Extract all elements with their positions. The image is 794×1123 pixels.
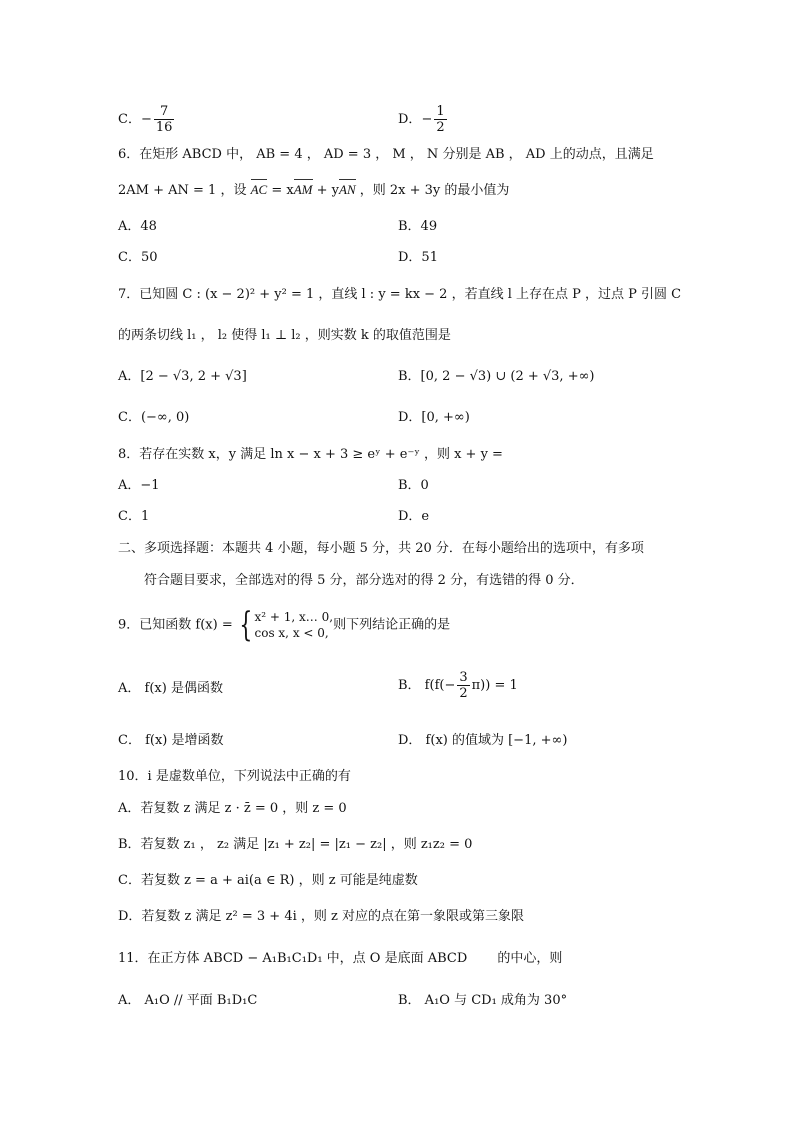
q10-option-b: B．若复数 z₁ ， z₂ 满足 |z₁ + z₂| = |z₁ − z₂| ，则 z₁z₂ = 0 bbox=[118, 837, 473, 852]
q6-option-c: C．50 bbox=[118, 250, 158, 265]
section-heading-multiple-choice: 二、多项选择题：本题共 4 小题，每小题 5 分，共 20 分．在每小题给出的选项中，有多项 bbox=[118, 541, 644, 556]
q7-stem-line2: 的两条切线 l₁ ， l₂ 使得 l₁ ⊥ l₂ ，则实数 k 的取值范围是 bbox=[118, 328, 451, 343]
fraction: $\frac{7}{16}$ bbox=[155, 104, 173, 135]
q6-stem-line2: 2AM + AN = 1 ，设 AC = xAM + yAN ，则 2x + 3y 的最小值为 bbox=[118, 182, 510, 198]
q9-option-c: C． f(x) 是增函数 bbox=[118, 733, 224, 748]
q5-option-d: D．− $\frac{1}{2}$ bbox=[398, 104, 445, 135]
q8-option-d: D．e bbox=[398, 509, 430, 524]
q8-stem: 8．若存在实数 x，y 满足 ln x − x + 3 ≥ eʸ + e⁻ʸ ，则 x + y = bbox=[118, 447, 503, 462]
q7-option-b: B．[0, 2 − √3) ∪ (2 + √3, +∞) bbox=[398, 369, 595, 384]
q5-option-c: C．− $\frac{7}{16}$ bbox=[118, 104, 173, 135]
q8-option-b: B．0 bbox=[398, 478, 429, 493]
q6-option-a: A．48 bbox=[118, 219, 157, 234]
fraction: $\frac{1}{2}$ bbox=[436, 104, 445, 135]
q8-option-a: A．−1 bbox=[118, 478, 160, 493]
q10-option-d: D．若复数 z 满足 z² = 3 + 4i ，则 z 对应的点在第一象限或第三象限 bbox=[118, 909, 524, 924]
q11-stem: 11．在正方体 ABCD − A₁B₁C₁D₁ 中，点 O 是底面 ABCD 的中心，则 bbox=[118, 951, 563, 966]
q9-stem: 9．已知函数 f(x) = { x² + 1, x… 0, cos x, x < 0, 则下列结论正确的是 bbox=[118, 605, 451, 645]
q9-option-a: A． f(x) 是偶函数 bbox=[118, 681, 223, 696]
q6-stem-line1: 6．在矩形 ABCD 中， AB = 4 ， AD = 3 ， M ， N 分别是 AB ， AD 上的动点，且满足 bbox=[118, 147, 654, 162]
q8-option-c: C．1 bbox=[118, 509, 150, 524]
q11-option-a: A． A₁O // 平面 B₁D₁C bbox=[118, 993, 258, 1008]
q11-option-b: B． A₁O 与 CD₁ 成角为 30° bbox=[398, 993, 568, 1008]
q7-option-c: C．(−∞, 0) bbox=[118, 410, 190, 425]
q10-stem: 10．i 是虚数单位，下列说法中正确的有 bbox=[118, 769, 351, 784]
fraction: $\frac{3}{2}$ bbox=[459, 670, 468, 701]
q9-option-d: D． f(x) 的值域为 [−1, +∞) bbox=[398, 733, 568, 748]
q10-option-c: C．若复数 z = a + ai(a ∈ R) ，则 z 可能是纯虚数 bbox=[118, 873, 418, 888]
brace-glyph: { bbox=[239, 605, 253, 645]
q10-option-a: A．若复数 z 满足 z · z̄ = 0 ，则 z = 0 bbox=[118, 801, 347, 816]
piecewise-function: { x² + 1, x… 0, cos x, x < 0, bbox=[239, 605, 334, 645]
q6-option-b: B．49 bbox=[398, 219, 438, 234]
q7-option-a: A．[2 − √3, 2 + √3] bbox=[118, 369, 247, 384]
q7-option-d: D．[0, +∞) bbox=[398, 410, 470, 425]
section-heading-multiple-choice-line2: 符合题目要求，全部选对的得 5 分，部分选对的得 2 分，有选错的得 0 分． bbox=[144, 573, 584, 588]
q9-option-b: B． f(f(− $\frac{3}{2}$ π)) = 1 bbox=[398, 670, 518, 701]
q7-stem-line1: 7．已知圆 C : (x − 2)² + y² = 1 ，直线 l : y = kx − 2 ，若直线 l 上存在点 P ，过点 P 引圆 C bbox=[118, 287, 682, 302]
q6-option-d: D．51 bbox=[398, 250, 438, 265]
